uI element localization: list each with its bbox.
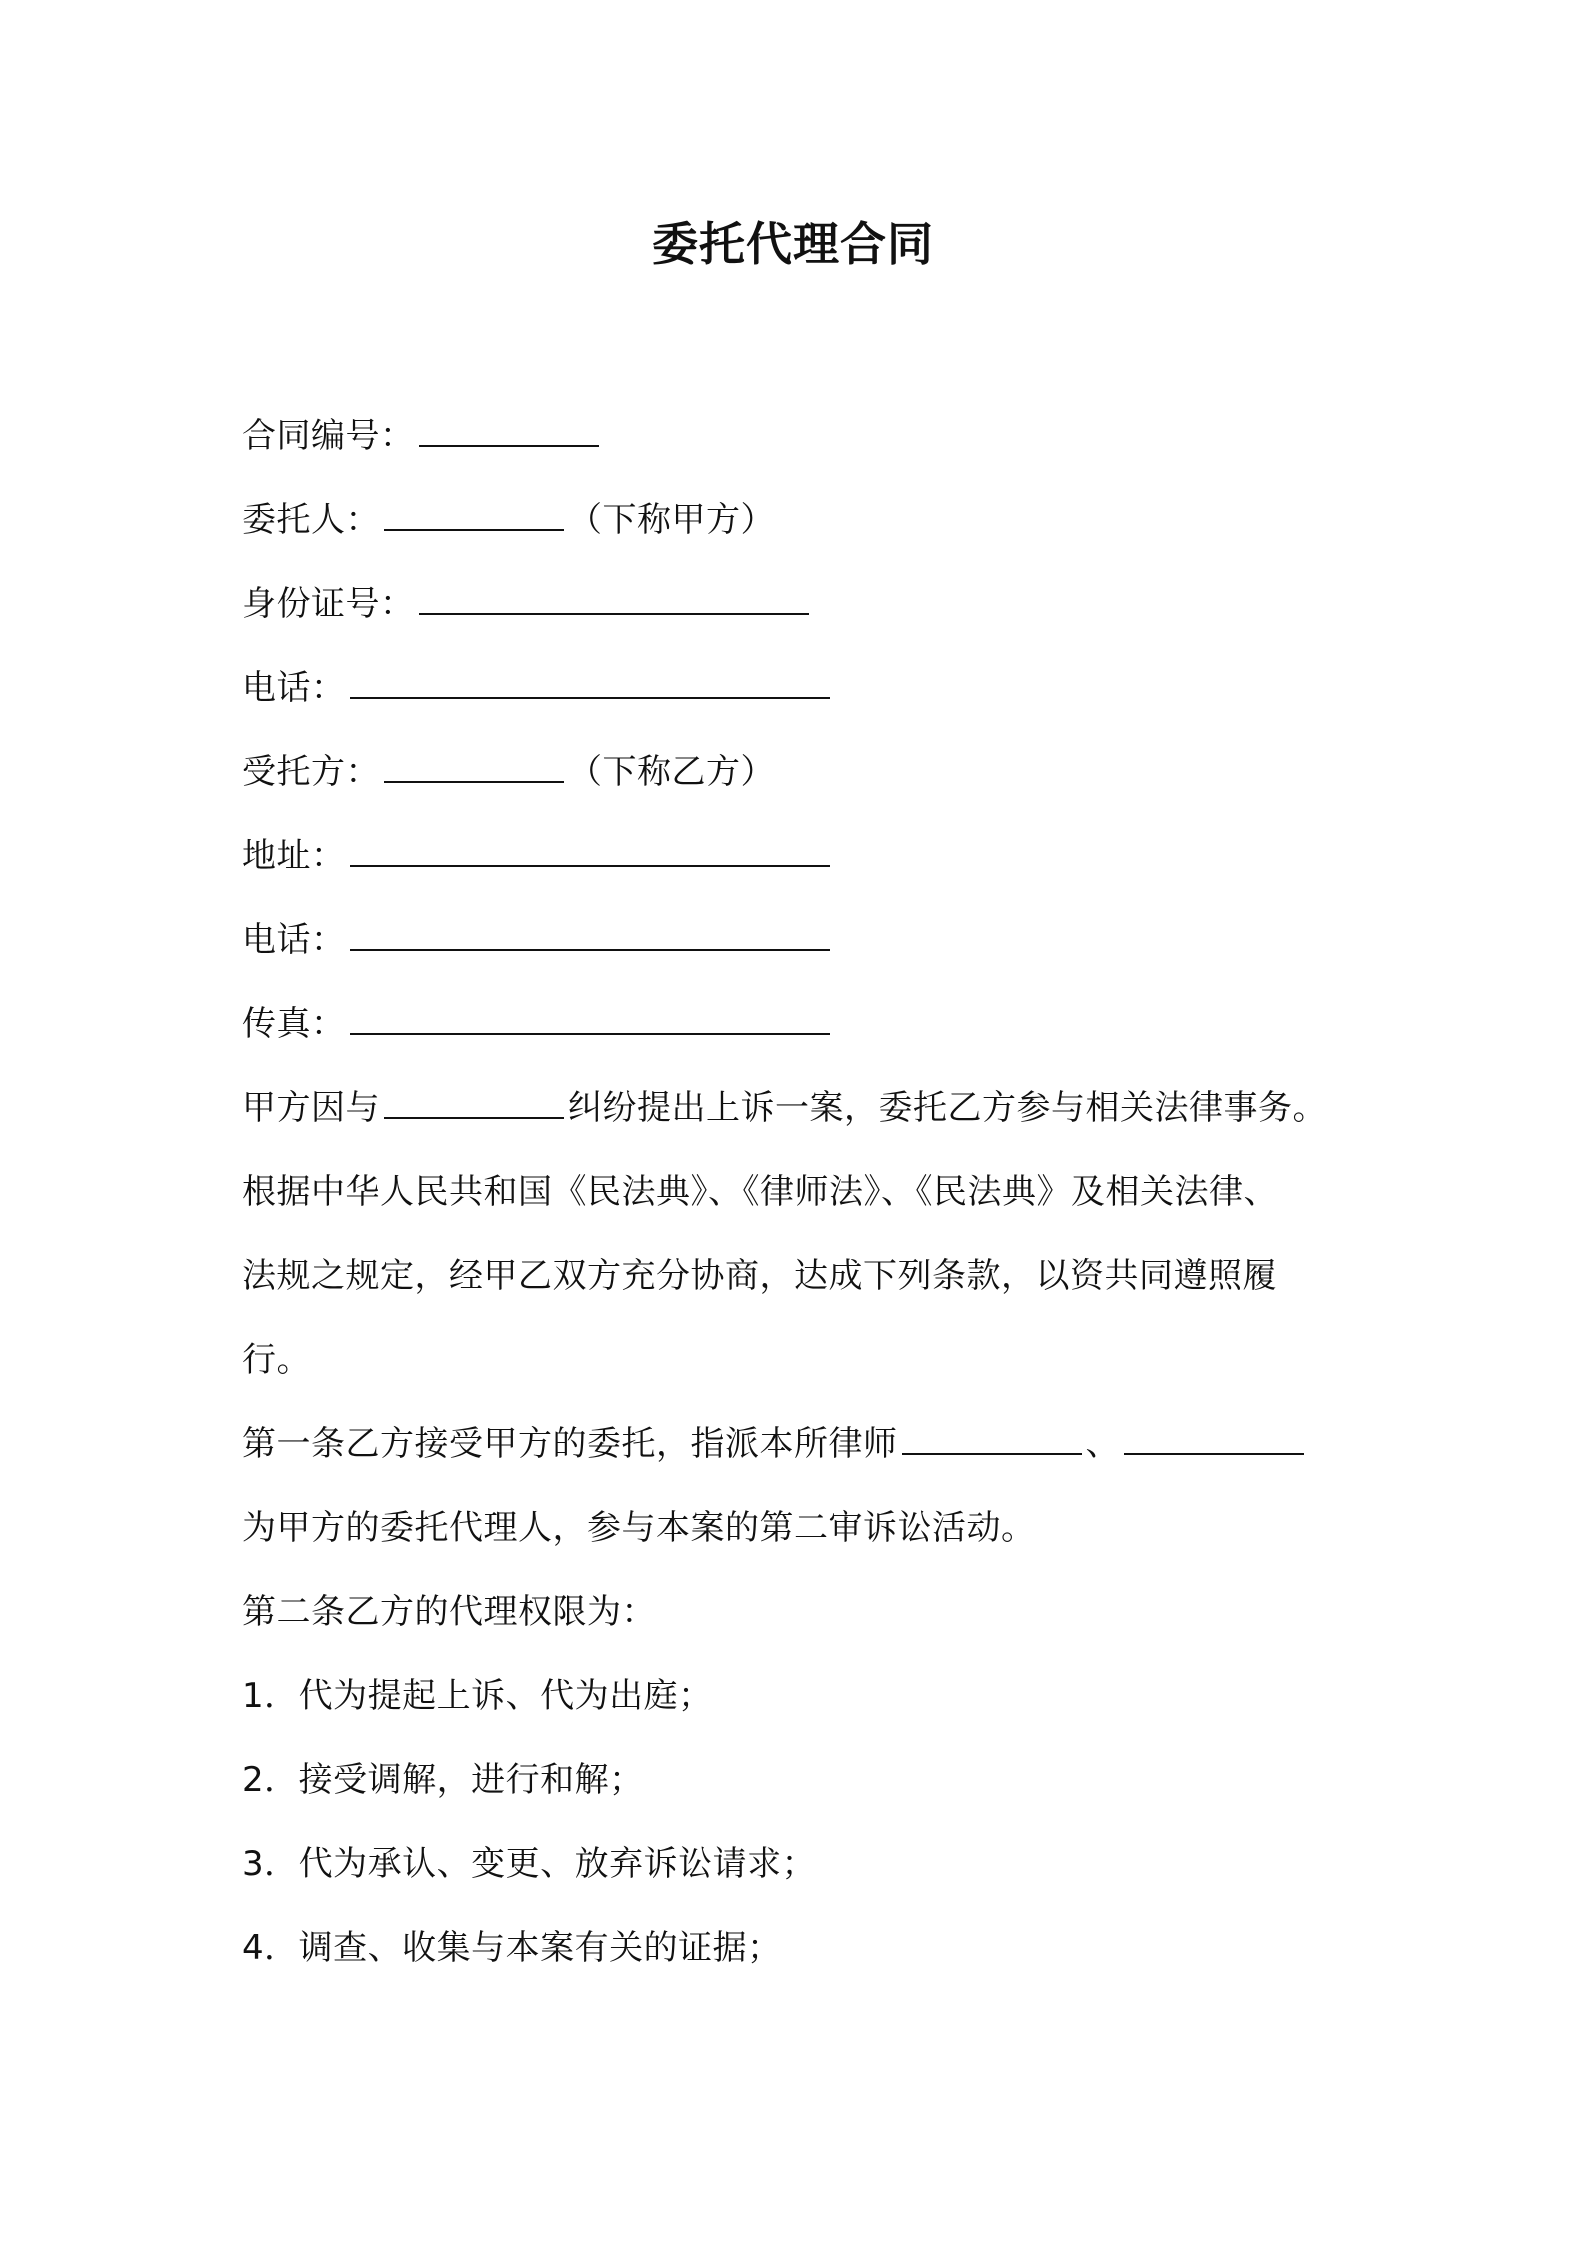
article-1-line-1 [242, 1420, 1308, 1468]
client-phone-line [242, 664, 834, 712]
paragraph-basis-line-3: 行。 [242, 1340, 311, 1380]
id-no-line [242, 580, 813, 628]
article-2-title: 第二条乙方的代理权限为： [242, 1592, 656, 1632]
contract-no-line [242, 412, 603, 460]
paragraph-basis-line-2: 法规之规定，经甲乙双方充分协商，达成下列条款，以资共同遵照履 [242, 1256, 1277, 1296]
authority-item-1: 1．代为提起上诉、代为出庭； [242, 1676, 713, 1716]
contract-no-label: 合同编号： [242, 416, 415, 456]
authority-item-2: 2．接受调解，进行和解； [242, 1760, 644, 1800]
agent-phone-blank [350, 919, 830, 951]
fax-blank [350, 1003, 830, 1035]
address-blank [350, 835, 830, 867]
address-line [242, 832, 834, 880]
authority-item-3: 3．代为承认、变更、放弃诉讼请求； [242, 1844, 817, 1884]
address-label: 地址： [242, 836, 346, 876]
client-blank [384, 499, 564, 531]
agent-phone-label: 电话： [242, 920, 346, 960]
fax-label: 传真： [242, 1004, 346, 1044]
client-phone-label: 电话： [242, 668, 346, 708]
agent-label: 受托方： [242, 752, 380, 792]
id-no-blank [419, 583, 809, 615]
document-title: 委托代理合同 [652, 217, 934, 271]
client-phone-blank [350, 667, 830, 699]
agent-suffix: （下称乙方） [568, 752, 775, 792]
contract-no-blank [419, 415, 599, 447]
client-label: 委托人： [242, 500, 380, 540]
dispute-text-b: 纠纷提出上诉一案，委托乙方参与相关法律事务。 [568, 1088, 1327, 1128]
article-1-separator: 、 [1085, 1424, 1120, 1464]
agent-phone-line [242, 916, 834, 964]
lawyer-2-blank [1124, 1423, 1304, 1455]
paragraph-dispute [242, 1084, 1327, 1132]
article-1-line-2: 为甲方的委托代理人，参与本案的第二审诉讼活动。 [242, 1508, 1036, 1548]
agent-line [242, 748, 775, 796]
fax-line [242, 1000, 834, 1048]
article-1-text: 第一条乙方接受甲方的委托，指派本所律师 [242, 1424, 898, 1464]
client-suffix: （下称甲方） [568, 500, 775, 540]
authority-item-4: 4．调查、收集与本案有关的证据； [242, 1928, 782, 1968]
agent-blank [384, 751, 564, 783]
paragraph-basis-line-1: 根据中华人民共和国《民法典》、《律师法》、《民法典》及相关法律、 [242, 1172, 1278, 1212]
dispute-party-blank [384, 1087, 564, 1119]
lawyer-1-blank [902, 1423, 1082, 1455]
id-no-label: 身份证号： [242, 584, 415, 624]
client-line [242, 496, 775, 544]
dispute-text-a: 甲方因与 [242, 1088, 380, 1128]
